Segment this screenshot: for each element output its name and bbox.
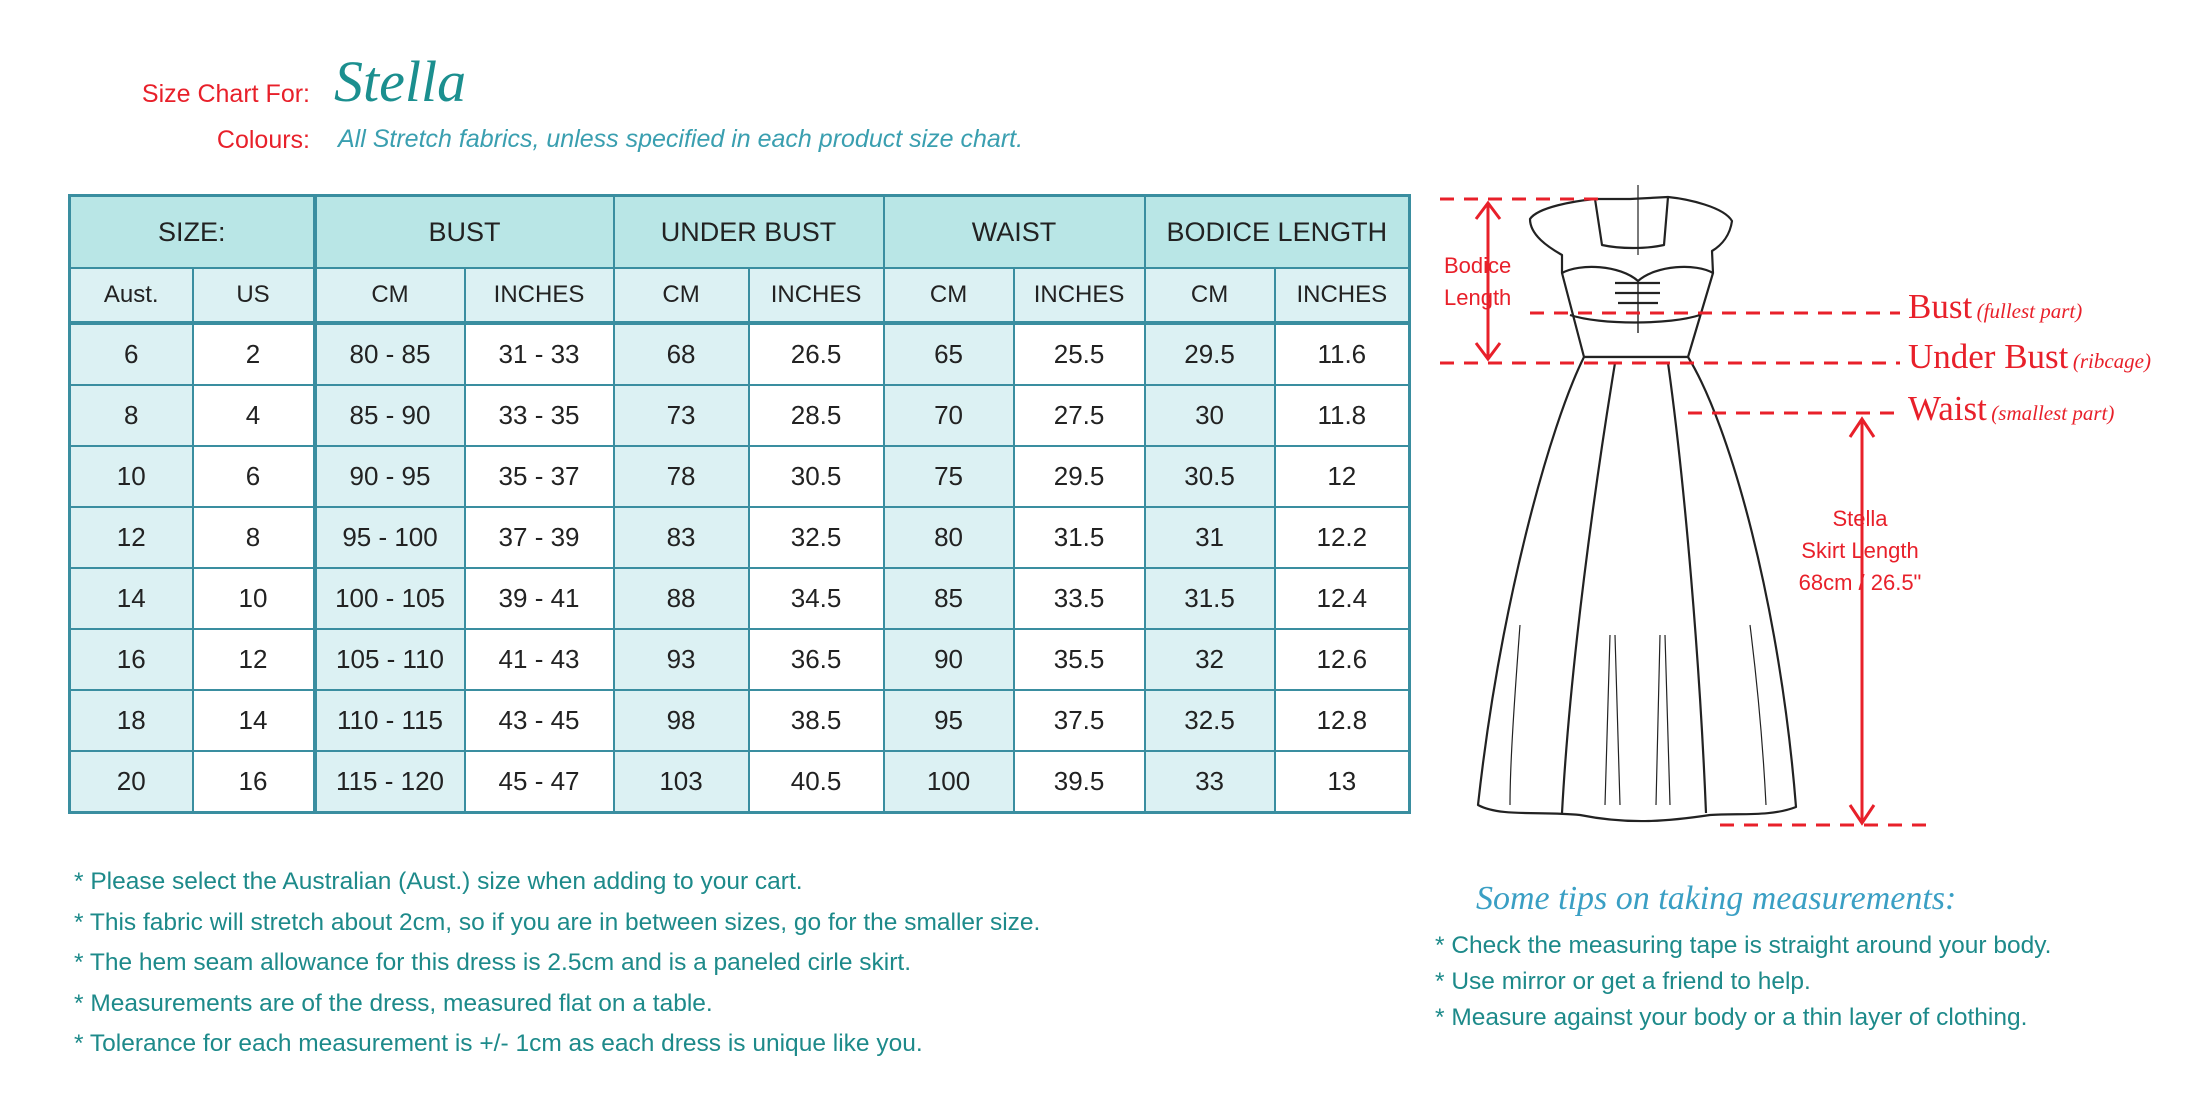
table-cell: 78 <box>614 446 749 507</box>
table-cell: 32 <box>1145 629 1275 690</box>
colours-label: Colours: <box>216 126 310 154</box>
sub-header-waist-cm: CM <box>884 268 1014 323</box>
table-cell: 30 <box>1145 385 1275 446</box>
sub-header-bodice-cm: CM <box>1145 268 1275 323</box>
size-table <box>68 194 1411 814</box>
table-cell: 105 - 110 <box>315 629 465 690</box>
table-cell: 18 <box>70 690 193 751</box>
table-cell: 12 <box>193 629 315 690</box>
table-cell: 12.6 <box>1275 629 1410 690</box>
sub-header-waist-inches: INCHES <box>1014 268 1145 323</box>
sub-header-us: US <box>193 268 315 323</box>
table-cell: 35.5 <box>1014 629 1145 690</box>
sub-header-bodice-inches: INCHES <box>1275 268 1410 323</box>
sub-header-row <box>70 268 1410 323</box>
table-cell: 6 <box>70 323 193 385</box>
table-cell: 110 - 115 <box>315 690 465 751</box>
table-cell: 36.5 <box>749 629 884 690</box>
bodice-length-group-header: BODICE LENGTH <box>1145 196 1410 269</box>
table-cell: 103 <box>614 751 749 813</box>
table-cell: 27.5 <box>1014 385 1145 446</box>
table-cell: 80 <box>884 507 1014 568</box>
dress-diagram <box>1430 185 2200 850</box>
table-row <box>70 446 1410 507</box>
table-cell: 12.8 <box>1275 690 1410 751</box>
table-cell: 33 <box>1145 751 1275 813</box>
table-cell: 40.5 <box>749 751 884 813</box>
table-cell: 65 <box>884 323 1014 385</box>
table-cell: 34.5 <box>749 568 884 629</box>
tip-item: * Check the measuring tape is straight around your body. <box>1435 932 2052 959</box>
table-cell: 13 <box>1275 751 1410 813</box>
underbust-group-header: UNDER BUST <box>614 196 884 269</box>
sub-header-bust-inches: INCHES <box>465 268 614 323</box>
sub-header-underbust-cm: CM <box>614 268 749 323</box>
table-cell: 70 <box>884 385 1014 446</box>
table-cell: 115 - 120 <box>315 751 465 813</box>
table-cell: 88 <box>614 568 749 629</box>
table-cell: 90 - 95 <box>315 446 465 507</box>
table-cell: 95 - 100 <box>315 507 465 568</box>
sub-header-aust: Aust. <box>70 268 193 323</box>
table-cell: 12.2 <box>1275 507 1410 568</box>
table-cell: 12.4 <box>1275 568 1410 629</box>
table-cell: 73 <box>614 385 749 446</box>
table-cell: 29.5 <box>1014 446 1145 507</box>
skirt-length-label: Stella Skirt Length 68cm / 26.5" <box>1798 506 1922 595</box>
table-cell: 10 <box>193 568 315 629</box>
table-cell: 41 - 43 <box>465 629 614 690</box>
table-cell: 45 - 47 <box>465 751 614 813</box>
table-row <box>70 568 1410 629</box>
table-cell: 32.5 <box>1145 690 1275 751</box>
notes-list <box>74 862 1040 1065</box>
table-cell: 100 <box>884 751 1014 813</box>
table-cell: 29.5 <box>1145 323 1275 385</box>
note-item: * Measurements are of the dress, measured flat on a table. <box>74 989 713 1017</box>
table-cell: 4 <box>193 385 315 446</box>
table-cell: 10 <box>70 446 193 507</box>
waist-group-header: WAIST <box>884 196 1145 269</box>
sub-header-bust-cm: CM <box>315 268 465 323</box>
table-cell: 28.5 <box>749 385 884 446</box>
table-cell: 11.8 <box>1275 385 1410 446</box>
bust-measure-label: Bust (fullest part) <box>1908 287 2083 326</box>
table-cell: 39.5 <box>1014 751 1145 813</box>
table-cell: 31 - 33 <box>465 323 614 385</box>
table-cell: 35 - 37 <box>465 446 614 507</box>
note-item: * Please select the Australian (Aust.) size when adding to your cart. <box>74 868 803 895</box>
table-cell: 95 <box>884 690 1014 751</box>
table-cell: 33.5 <box>1014 568 1145 629</box>
table-cell: 8 <box>70 385 193 446</box>
table-cell: 14 <box>193 690 315 751</box>
table-cell: 31.5 <box>1014 507 1145 568</box>
table-cell: 16 <box>193 751 315 813</box>
table-cell: 33 - 35 <box>465 385 614 446</box>
table-cell: 37.5 <box>1014 690 1145 751</box>
table-row <box>70 323 1410 385</box>
waist-measure-label: Waist (smallest part) <box>1908 389 2115 428</box>
table-cell: 2 <box>193 323 315 385</box>
table-cell: 8 <box>193 507 315 568</box>
table-cell: 14 <box>70 568 193 629</box>
table-cell: 83 <box>614 507 749 568</box>
table-cell: 16 <box>70 629 193 690</box>
table-row <box>70 690 1410 751</box>
tip-item: * Use mirror or get a friend to help. <box>1435 968 1811 995</box>
underbust-measure-label: Under Bust (ribcage) <box>1908 337 2151 376</box>
table-cell: 11.6 <box>1275 323 1410 385</box>
table-cell: 39 - 41 <box>465 568 614 629</box>
table-cell: 30.5 <box>749 446 884 507</box>
table-cell: 75 <box>884 446 1014 507</box>
table-cell: 85 - 90 <box>315 385 465 446</box>
table-row <box>70 507 1410 568</box>
table-cell: 12 <box>1275 446 1410 507</box>
table-cell: 26.5 <box>749 323 884 385</box>
table-cell: 43 - 45 <box>465 690 614 751</box>
table-cell: 31.5 <box>1145 568 1275 629</box>
table-cell: 31 <box>1145 507 1275 568</box>
product-name: Stella <box>334 49 467 114</box>
group-header-row <box>70 196 1410 269</box>
tip-item: * Measure against your body or a thin layer of clothing. <box>1435 1004 2028 1031</box>
table-row <box>70 751 1410 813</box>
sub-header-underbust-inches: INCHES <box>749 268 884 323</box>
table-cell: 32.5 <box>749 507 884 568</box>
table-cell: 37 - 39 <box>465 507 614 568</box>
table-cell: 93 <box>614 629 749 690</box>
size-group-header: SIZE: <box>70 196 315 269</box>
bodice-length-label: Bodice Length <box>1444 253 1512 310</box>
table-cell: 68 <box>614 323 749 385</box>
table-cell: 30.5 <box>1145 446 1275 507</box>
table-cell: 90 <box>884 629 1014 690</box>
table-row <box>70 385 1410 446</box>
tips-list <box>1435 928 2051 1036</box>
table-cell: 6 <box>193 446 315 507</box>
table-cell: 80 - 85 <box>315 323 465 385</box>
table-row <box>70 629 1410 690</box>
table-cell: 25.5 <box>1014 323 1145 385</box>
bust-group-header: BUST <box>315 196 614 269</box>
table-cell: 98 <box>614 690 749 751</box>
table-cell: 38.5 <box>749 690 884 751</box>
table-cell: 20 <box>70 751 193 813</box>
note-item: * Tolerance for each measurement is +/- 1cm as each dress is unique like you. <box>74 1030 923 1057</box>
colours-text: All Stretch fabrics, unless specified in each product size chart. <box>338 125 1024 153</box>
table-cell: 100 - 105 <box>315 568 465 629</box>
tips-title: Some tips on taking measurements: <box>1476 880 1957 917</box>
table-cell: 85 <box>884 568 1014 629</box>
note-item: * This fabric will stretch about 2cm, so if you are in between sizes, go for the smaller size. <box>74 908 1041 936</box>
note-item: * The hem seam allowance for this dress is 2.5cm and is a paneled cirle skirt. <box>74 949 912 976</box>
table-cell: 12 <box>70 507 193 568</box>
size-chart-label: Size Chart For: <box>141 80 310 108</box>
